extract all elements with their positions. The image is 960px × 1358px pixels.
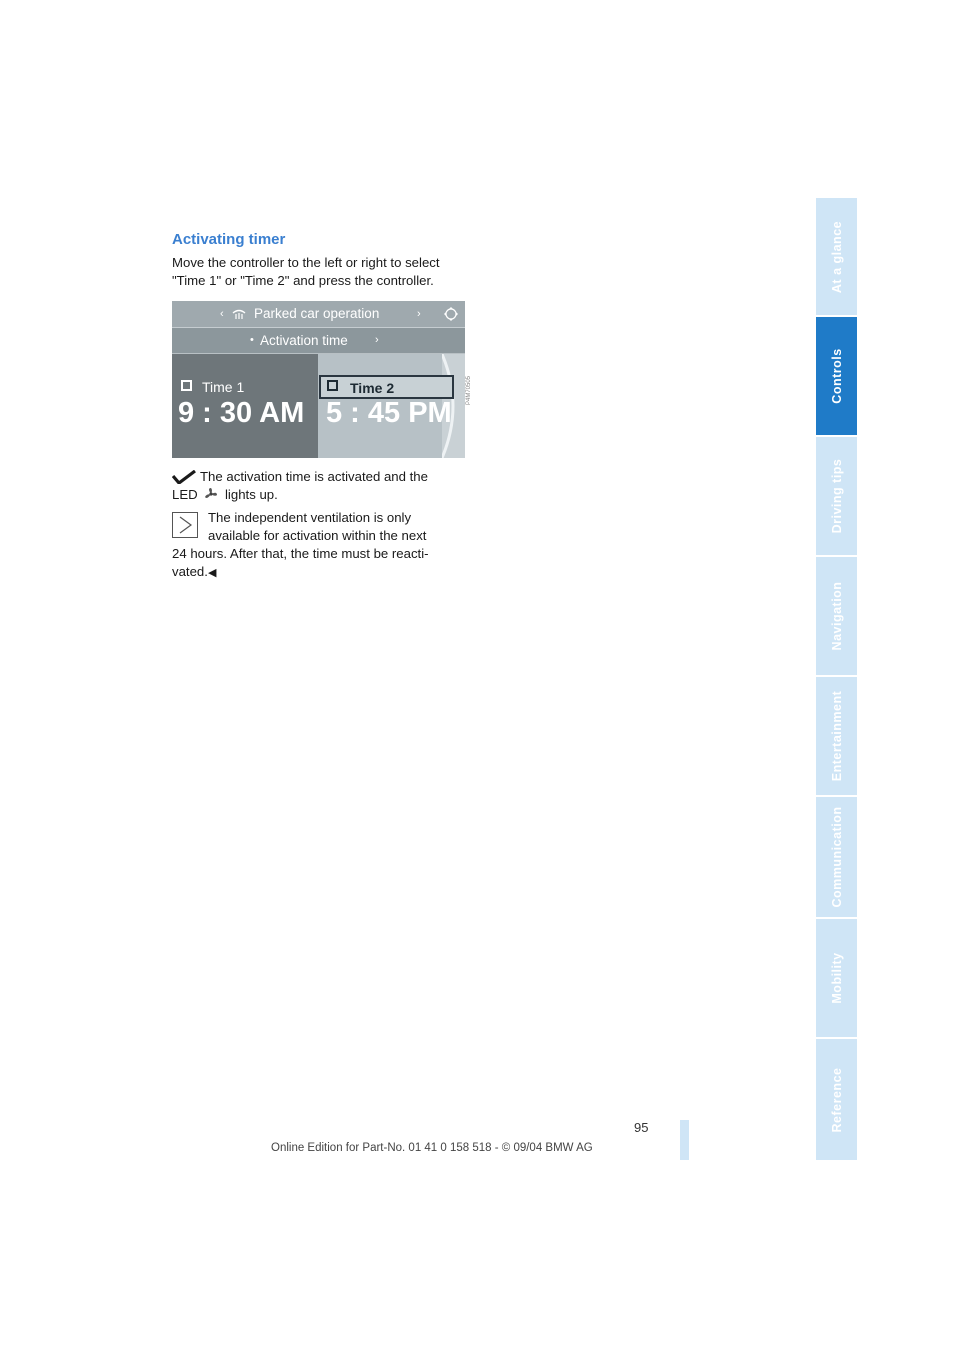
bullet-icon: • — [250, 334, 254, 346]
page-marker — [680, 1120, 689, 1160]
time1-value: 9 : 30 AM — [178, 397, 305, 429]
right-arrow-icon: › — [375, 334, 379, 346]
tab-label: Communication — [829, 806, 844, 908]
submenu-title: Activation time — [260, 333, 348, 348]
time1-checkbox-icon[interactable] — [181, 380, 192, 391]
tab-navigation[interactable] — [816, 557, 857, 675]
tab-label: Controls — [829, 348, 844, 404]
tab-reference[interactable] — [816, 1039, 857, 1160]
left-arrow-icon: ‹ — [220, 308, 224, 320]
submenu-bar — [172, 328, 465, 354]
status-line-1: The activation time is activated and the — [200, 469, 428, 484]
checkmark-icon — [172, 470, 196, 484]
tab-label: Reference — [829, 1067, 844, 1132]
edition-footer: Online Edition for Part-No. 01 41 0 158 518 - © 09/04 BMW AG — [271, 1142, 593, 1154]
status-line-2-end: lights up. — [225, 487, 278, 502]
note-line-2: available for activation within the next — [208, 528, 427, 543]
tab-entertainment[interactable] — [816, 677, 857, 795]
tab-driving-tips[interactable] — [816, 437, 857, 555]
page-number: 95 — [634, 1120, 649, 1135]
controller-icon — [443, 306, 459, 322]
section-heading: Activating timer — [172, 231, 286, 248]
tab-mobility[interactable] — [816, 919, 857, 1037]
menu-bar — [172, 301, 465, 328]
status-line-2-start: LED — [172, 487, 198, 502]
tab-label: Driving tips — [829, 458, 844, 534]
tab-controls[interactable] — [816, 317, 857, 435]
end-marker-icon: ◀ — [207, 567, 217, 579]
tab-at-a-glance[interactable] — [816, 198, 857, 315]
tab-label: Navigation — [829, 581, 844, 651]
intro-paragraph: Move the controller to the left or right to select "Time 1" or "Time 2" and press the controller. — [172, 255, 440, 288]
note-line-4: vated. — [172, 564, 208, 579]
time2-value: 5 : 45 PM — [326, 397, 452, 429]
note-paragraph — [172, 509, 472, 582]
note-line-1: The independent ventilation is only — [208, 510, 412, 525]
note-line-3: 24 hours. After that, the time must be reacti- — [172, 546, 429, 561]
ventilation-icon — [232, 308, 246, 320]
right-arrow-icon: › — [417, 308, 421, 320]
display-screenshot — [172, 301, 465, 458]
tab-label: At a glance — [829, 220, 844, 293]
status-paragraph — [172, 468, 472, 504]
image-code: P4M70505 — [466, 375, 472, 405]
tab-label: Mobility — [829, 952, 844, 1004]
led-fan-icon — [203, 487, 219, 501]
menu-title: Parked car operation — [254, 306, 380, 321]
time2-label[interactable]: Time 2 — [350, 380, 395, 396]
time2-checkbox-icon[interactable] — [327, 380, 338, 391]
time1-label[interactable]: Time 1 — [202, 379, 245, 395]
tab-communication[interactable] — [816, 797, 857, 917]
tab-label: Entertainment — [829, 690, 844, 782]
